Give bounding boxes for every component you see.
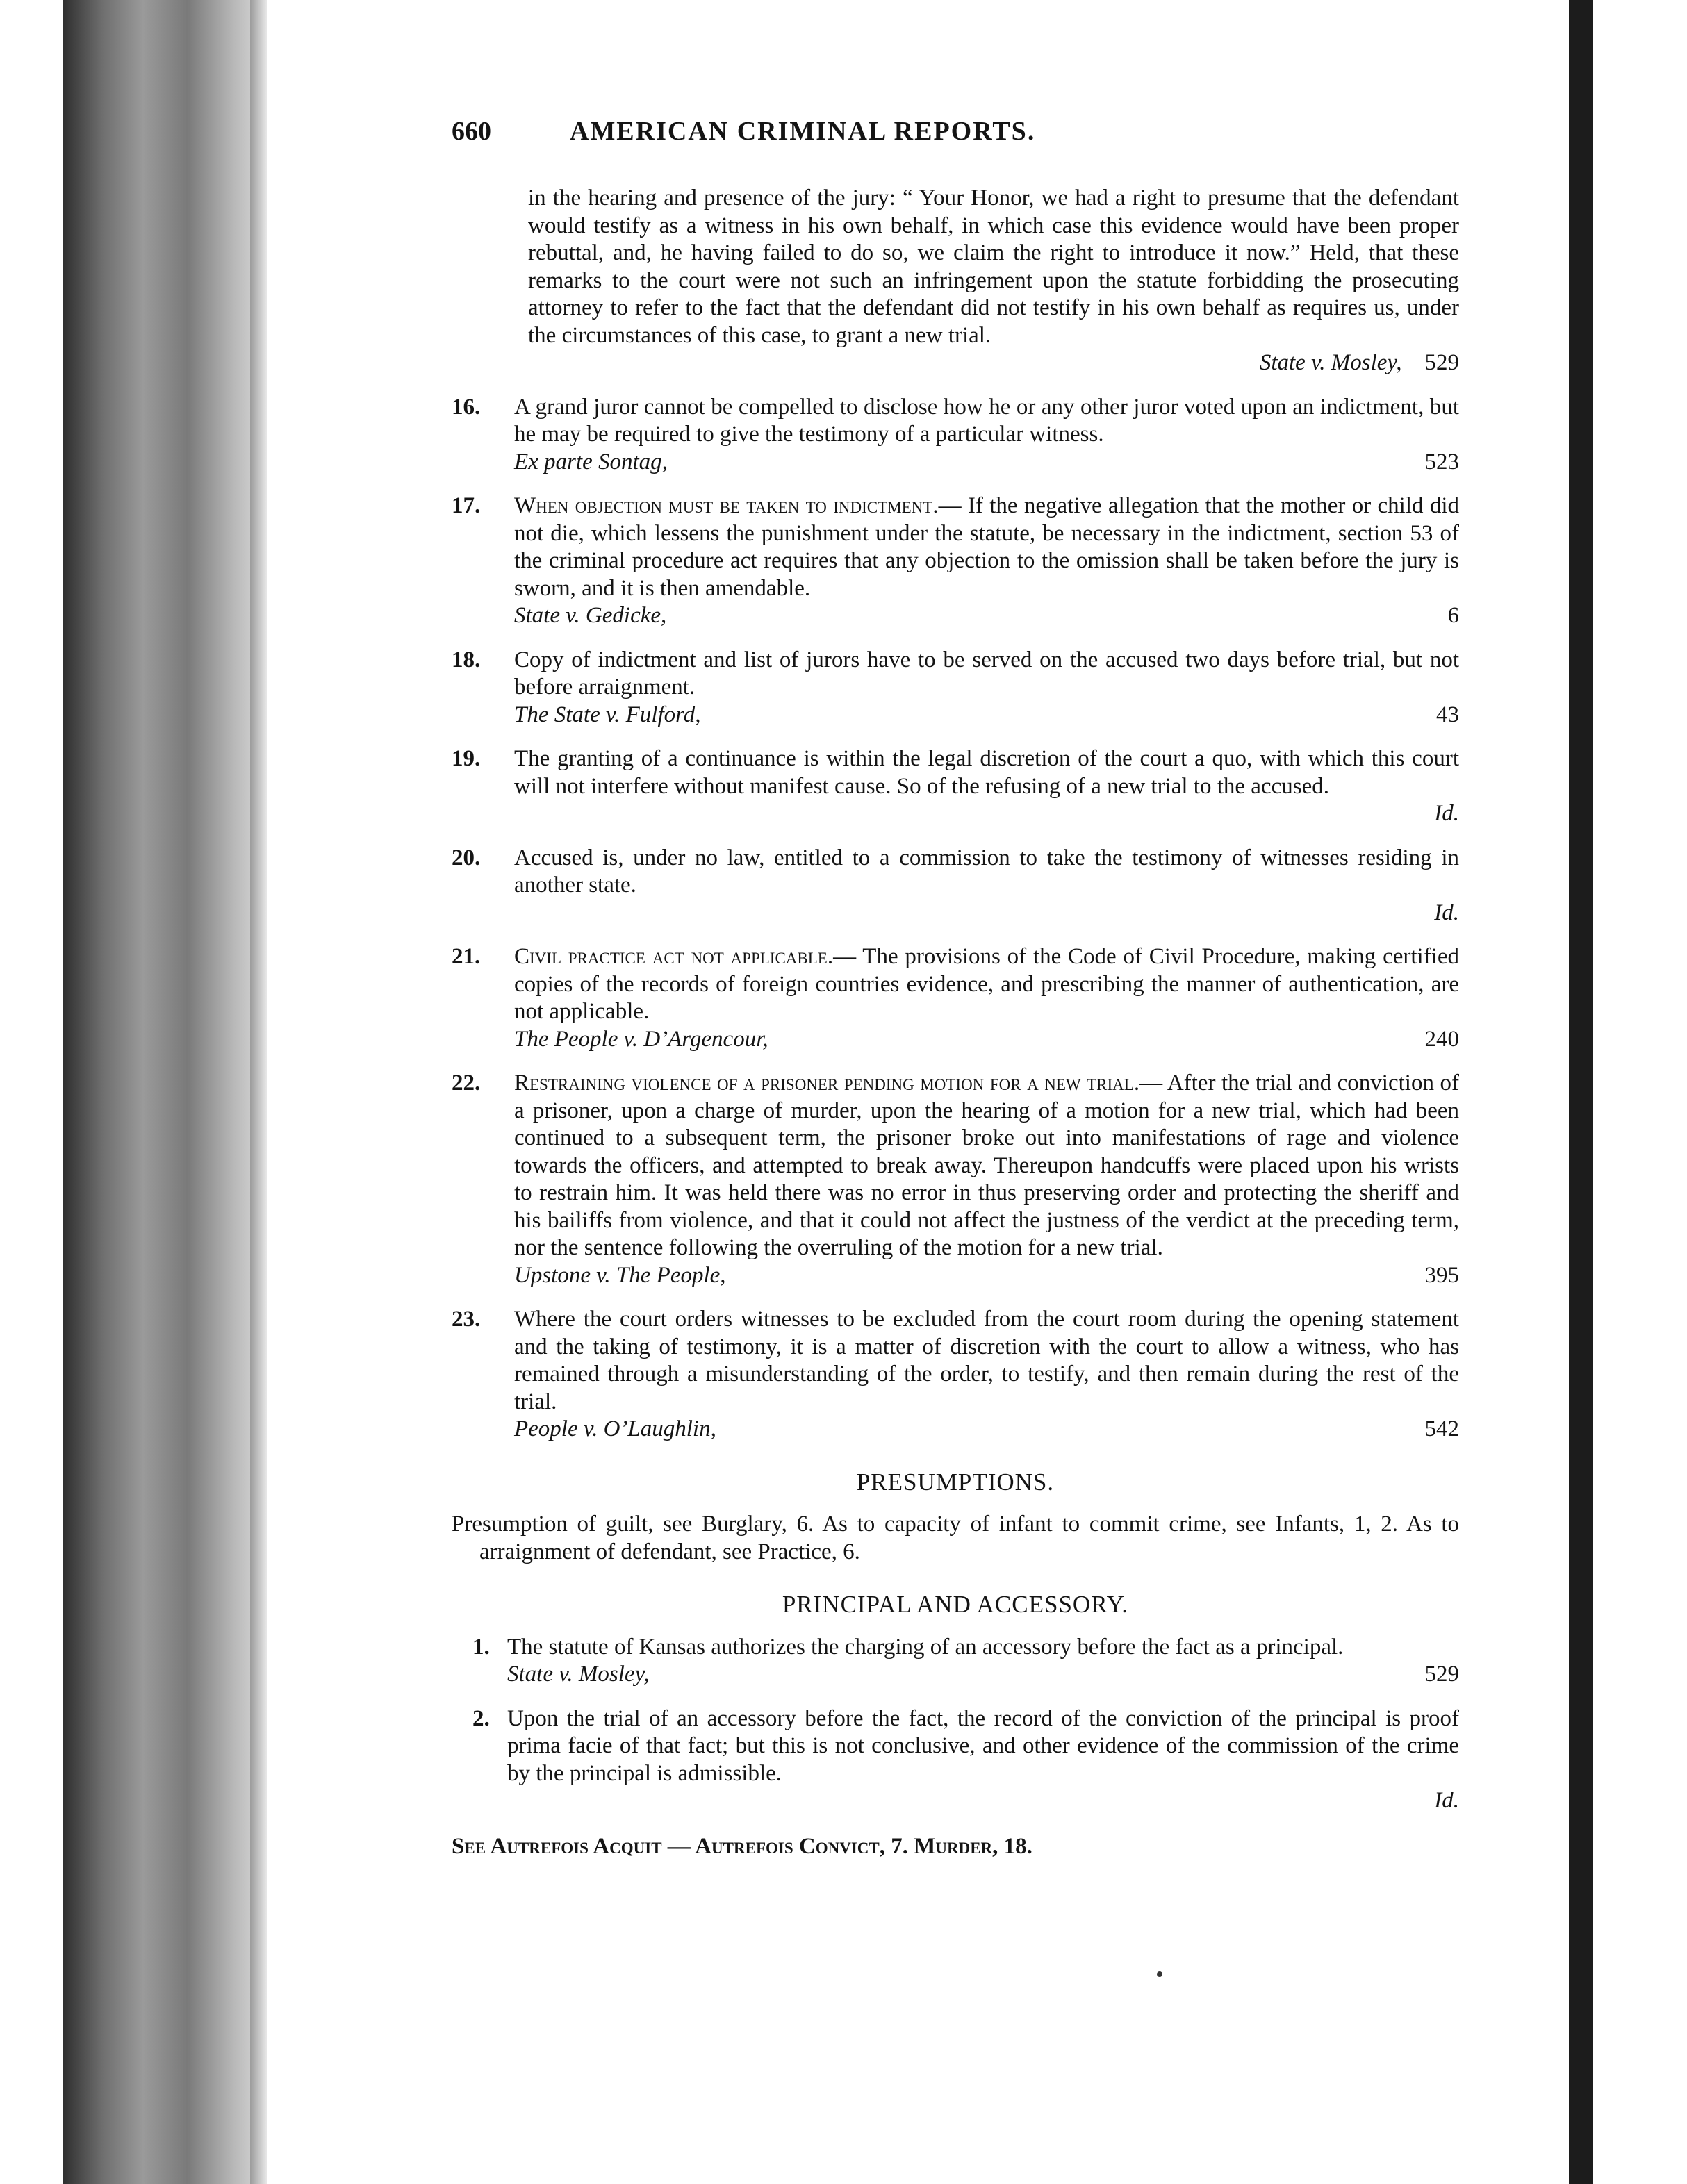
entry-number: 18. (452, 647, 481, 672)
entry-22 (452, 1070, 1459, 1289)
case-page: 6 (1447, 603, 1459, 628)
entry-17 (452, 493, 1459, 630)
entry-text: Upon the trial of an accessory before the fact, the record of the conviction of the principal is proof prima facie of that fact; but this is not conclusive, and other evidence of the commission of the crime by the principal is admissible. (507, 1705, 1459, 1786)
case-page: 240 (1424, 1026, 1459, 1052)
entry-number: 2. (472, 1705, 490, 1731)
entry-number: 16. (452, 394, 481, 420)
case-name: Upstone v. The People, (514, 1262, 726, 1288)
citation (514, 602, 1459, 630)
entry-number: 20. (452, 845, 481, 870)
citation (514, 1262, 1459, 1290)
case-name: State v. Mosley, (507, 1662, 650, 1687)
principal-entry-2 (452, 1705, 1459, 1815)
case-page: 523 (1424, 449, 1459, 474)
case-name: State v. Mosley, (1259, 350, 1402, 375)
principal-entry-1 (452, 1634, 1459, 1689)
section-title-presumptions: PRESUMPTIONS. (856, 1468, 1055, 1496)
case-page: Id. (1434, 900, 1459, 925)
case-name: People v. O’Laughlin, (514, 1416, 716, 1441)
citation (514, 449, 1459, 477)
ink-speck (1157, 1971, 1162, 1977)
presumptions-text: Presumption of guilt, see Burglary, 6. As to capacity of infant to commit crime, see Infants, 1, 2. As to arraignment of defendant, see Practice, 6. (452, 1512, 1459, 1564)
right-page-edge (1569, 0, 1593, 2184)
entry-number: 1. (472, 1634, 490, 1660)
entry-text: Copy of indictment and list of jurors have to be served on the accused two days before trial, but not before arraignment. (514, 647, 1459, 700)
entry-number: 23. (452, 1307, 481, 1332)
entry-text: A grand juror cannot be compelled to disclose how he or any other juror voted upon an indictment, but he may be required to give the testimony of a particular witness. (514, 394, 1459, 447)
citation (528, 349, 1459, 377)
page-number: 660 (452, 117, 491, 146)
page-gutter (250, 0, 267, 2184)
entry-text: The granting of a continuance is within the legal discretion of the court a quo, with which this court will not interfere without manifest cause. So of the refusing of a new trial to the accused. (514, 746, 1459, 799)
entry-number: 17. (452, 493, 481, 518)
case-page: 529 (1424, 350, 1459, 375)
entry-text: in the hearing and presence of the jury: “ Your Honor, we had a right to presume that the defendant would testify as a witness in his own behalf, in which case this evidence would have been proper rebuttal, and, he having failed to do so, we claim the right to introduce it now.” Held, that these remarks to the court were not such an infringement upon the statute forbidding the prosecuting attorney to refer to the fact that the defendant did not testify in his own behalf as requires us, under the circumstances of this case, to grant a new trial. (528, 185, 1459, 348)
entry-23 (452, 1306, 1459, 1443)
entry-16 (452, 394, 1459, 477)
citation (514, 800, 1459, 828)
entry-heading: Restraining violence of a prisoner pending motion for a new trial.— (514, 1070, 1163, 1095)
citation (514, 900, 1459, 927)
page-body (452, 118, 1459, 1860)
case-name: The State v. Fulford, (514, 702, 701, 727)
case-page: 43 (1436, 702, 1459, 727)
running-title: AMERICAN CRIMINAL REPORTS. (570, 117, 1036, 146)
entry-number: 19. (452, 746, 481, 771)
citation (507, 1661, 1459, 1689)
case-page: Id. (1434, 1788, 1459, 1813)
entry-text: Where the court orders witnesses to be excluded from the court room during the opening statement and the taking of testimony, it is a matter of discretion with the court to allow a witness, who has remained through a misunderstanding of the order, to testify, and then remain during the rest of the trial. (514, 1307, 1459, 1414)
case-page: Id. (1434, 801, 1459, 826)
entry-text: After the trial and conviction of a prisoner, upon a charge of murder, upon the hearing of a motion for a new trial, which had been continued to a subsequent term, the prisoner broke out into manifestations of rage and violence towards the officers, and attempted to break away. Thereupon handcuffs were placed upon his wrists to restrain him. It was held there was no error in thus preserving order and protecting the sheriff and his bailiffs from violence, and that it could not affect the justness of the verdict at the preceding term, nor the sentence following the overruling of the motion for a new trial. (514, 1070, 1459, 1260)
entry-text: If the negative allegation that the mother or child did not die, which lessens the punishment under the statute, be necessary in the indictment, section 53 of the criminal procedure act requires that any objection to the omission shall be taken before the jury is sworn, and it is then amendable. (514, 493, 1459, 601)
case-name: State v. Gedicke, (514, 603, 667, 628)
entry-21 (452, 943, 1459, 1053)
section-title-principal-and-accessory: PRINCIPAL AND ACCESSORY. (782, 1591, 1129, 1618)
entry-heading: Civil practice act not applicable.— (514, 944, 857, 969)
scan-margin (1593, 0, 1687, 2184)
running-header (452, 118, 1459, 160)
citation (514, 1026, 1459, 1054)
case-name: Ex parte Sontag, (514, 449, 668, 474)
citation (507, 1787, 1459, 1815)
entry-19 (452, 745, 1459, 828)
entry-number: 22. (452, 1070, 481, 1095)
case-name: The People v. D’Argencour, (514, 1026, 768, 1052)
case-page: 542 (1424, 1416, 1459, 1441)
entry-15-continued (452, 185, 1459, 377)
case-page: 529 (1424, 1662, 1459, 1687)
see-also-reference: See Autrefois Acquit — Autrefois Convict, 7. Murder, 18. (452, 1833, 1032, 1859)
entry-18 (452, 647, 1459, 729)
entry-text: Accused is, under no law, entitled to a commission to take the testimony of witnesses residing in another state. (514, 845, 1459, 897)
book-spine-shadow (63, 0, 264, 2184)
entry-20 (452, 845, 1459, 927)
citation (514, 1416, 1459, 1443)
entry-heading: When objection must be taken to indictment.— (514, 493, 962, 518)
citation (514, 702, 1459, 729)
entry-number: 21. (452, 944, 481, 969)
entry-text: The provisions of the Code of Civil Procedure, making certified copies of the records of foreign countries evidence, and prescribing the manner of authentication, are not applicable. (514, 944, 1459, 1024)
case-page: 395 (1424, 1262, 1459, 1288)
entry-text: The statute of Kansas authorizes the charging of an accessory before the fact as a principal. (507, 1634, 1344, 1660)
